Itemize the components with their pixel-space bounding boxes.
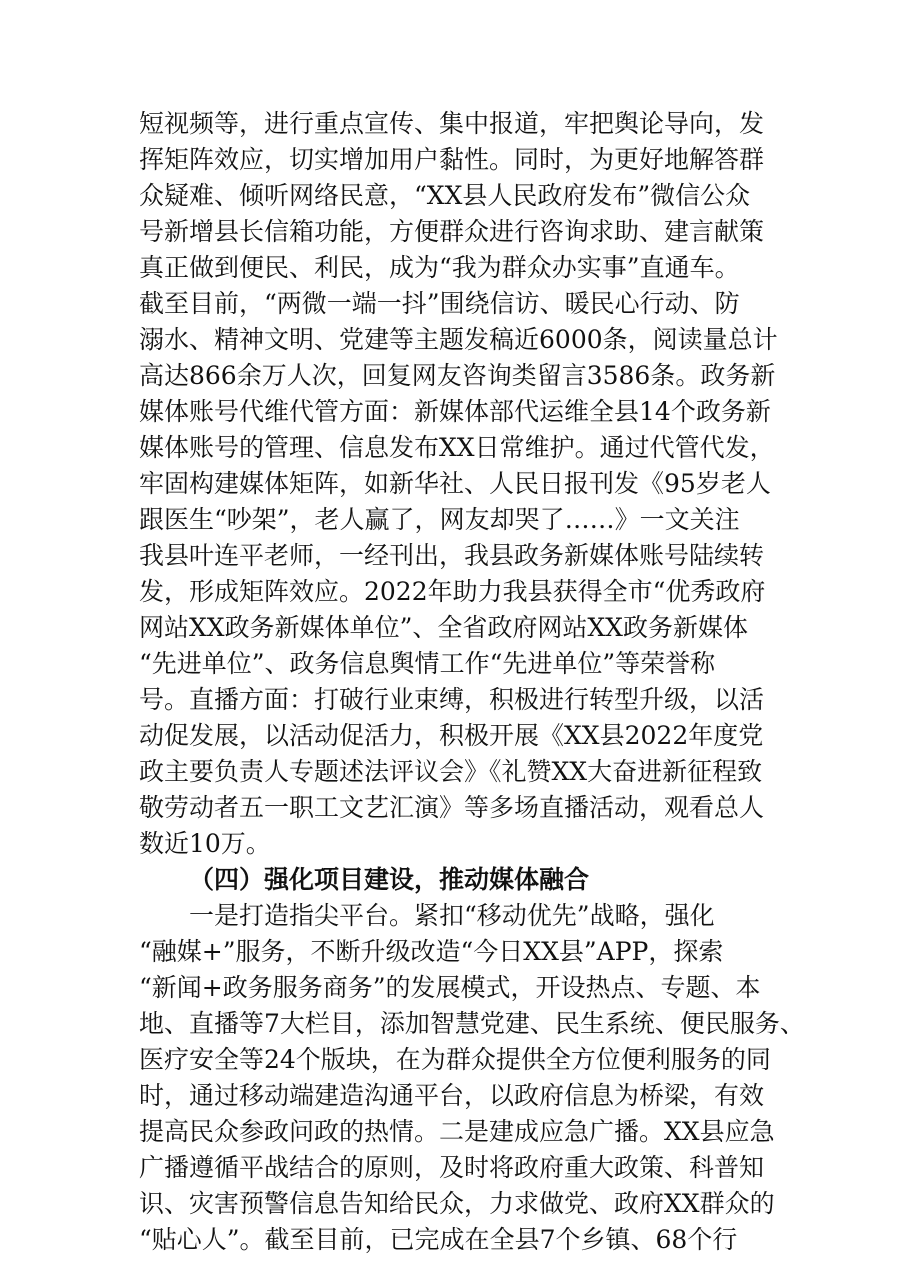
text-line-13: 我县叶连平老师，一经刊出，我县政务新媒体账号陆续转 [139,541,765,570]
text-line-3: 众疑难、倾听网络民意，“XX县人民政府发布”微信公众 [139,181,751,210]
text-line-19: 政主要负责人专题述法评议会》《礼赞XX大奋进新征程致 [139,757,763,786]
text-line-30: 广播遵循平战结合的原则，及时将政府重大政策、科普知 [139,1153,765,1182]
text-line-6: 截至目前，“两微一端一抖”围绕信访、暖民心行动、防 [139,289,740,318]
text-line-1: 短视频等，进行重点宣传、集中报道，牢把舆论导向，发 [139,109,765,138]
text-line-2: 挥矩阵效应，切实增加用户黏性。同时，为更好地解答群 [139,145,765,174]
text-line-4: 号新增县长信箱功能，方便群众进行咨询求助、建言献策 [139,217,765,246]
text-line-15: 网站XX政务新媒体单位”、全省政府网站XX政务新媒体 [139,613,748,642]
text-line-29: 提高民众参政问政的热情。二是建成应急广播。XX县应急 [139,1117,775,1146]
text-line-17: 号。直播方面：打破行业束缚，积极进行转型升级，以活 [139,685,765,714]
section-heading: （四）强化项目建设，推动媒体融合 [189,865,590,894]
text-line-21: 数近10万。 [139,829,271,858]
text-line-24: “融媒+”服务，不断升级改造“今日XX县”APP，探索 [139,937,724,966]
text-line-27: 医疗安全等24个版块，在为群众提供全方位便利服务的同 [139,1045,771,1074]
text-line-26: 地、直播等7大栏目，添加智慧党建、民生系统、便民服务、 [139,1009,805,1038]
text-line-18: 动促发展，以活动促活力，积极开展《XX县2022年度党 [139,721,764,750]
text-line-7: 溺水、精神文明、党建等主题发稿近6000条，阅读量总计 [139,325,778,354]
text-line-8: 高达866余万人次，回复网友咨询类留言3586条。政务新 [139,361,776,390]
text-line-10: 媒体账号的管理、信息发布XX日常维护。通过代管代发， [139,433,775,462]
text-line-14: 发，形成矩阵效应。2022年助力我县获得全市“优秀政府 [139,577,766,606]
text-line-31: 识、灾害预警信息告知给民众，力求做党、政府XX群众的 [139,1189,775,1218]
text-line-28: 时，通过移动端建造沟通平台，以政府信息为桥梁，有效 [139,1081,765,1110]
text-line-16: “先进单位”、政务信息舆情工作“先进单位”等荣誉称 [139,649,716,678]
text-line-12: 跟医生“吵架”，老人赢了，网友却哭了……》一文关注 [139,505,740,534]
text-line-11: 牢固构建媒体矩阵，如新华社、人民日报刊发《95岁老人 [139,469,771,498]
text-line-5: 真正做到便民、利民，成为“我为群众办实事”直通车。 [139,253,740,282]
text-line-23: 一是打造指尖平台。紧扣“移动优先”战略，强化 [189,901,715,930]
text-line-9: 媒体账号代维代管方面：新媒体部代运维全县14个政务新 [139,397,771,426]
text-line-25: “新闻+政务服务商务”的发展模式，开设热点、专题、本 [139,973,761,1002]
text-line-32: “贴心人”。截至目前，已完成在全县7个乡镇、68个行 [139,1225,738,1254]
text-line-20: 敬劳动者五一职工文艺汇演》等多场直播活动，观看总人 [139,793,765,822]
